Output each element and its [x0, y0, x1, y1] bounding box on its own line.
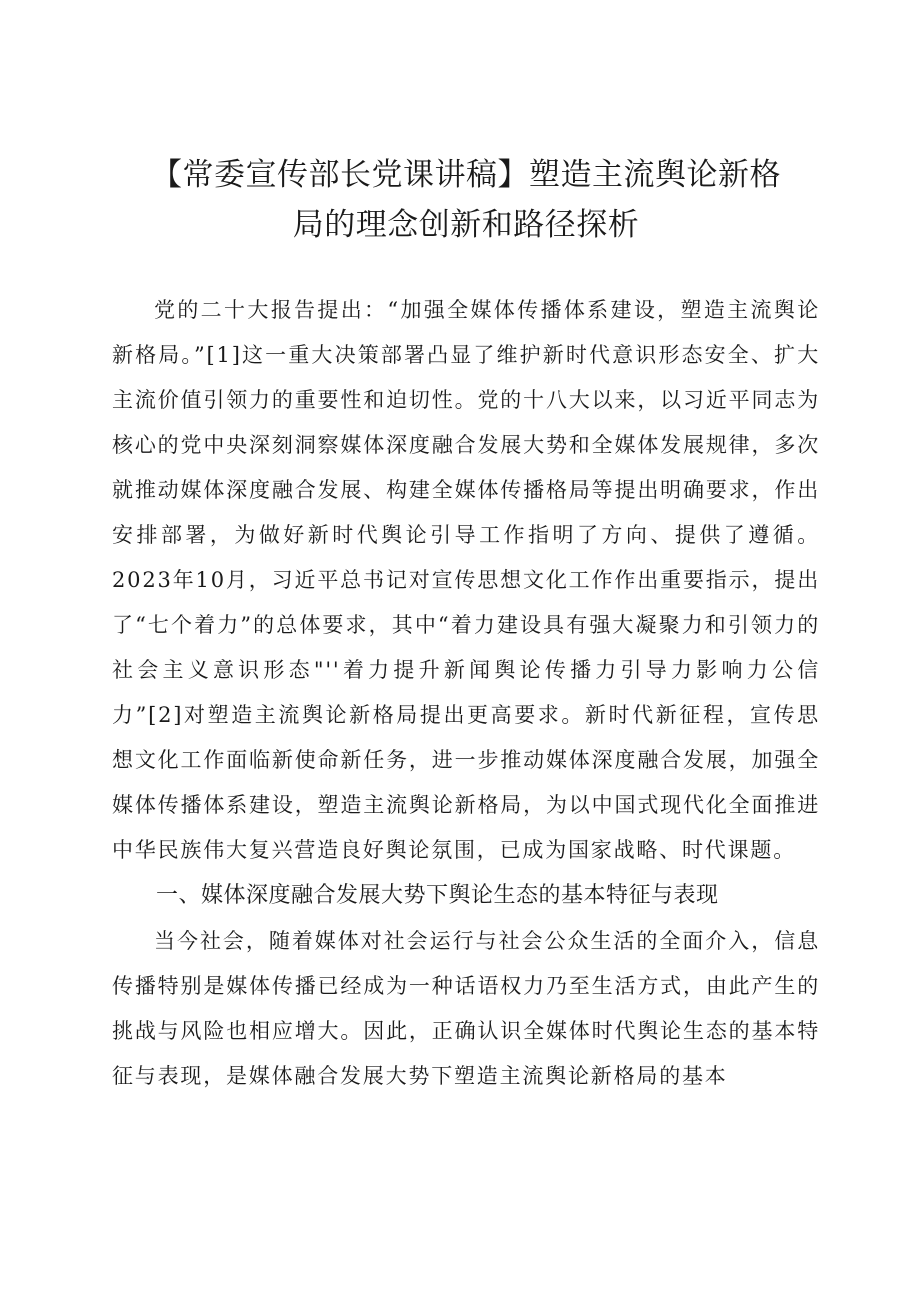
intro-paragraph: 党的二十大报告提出：“加强全媒体传播体系建设，塑造主流舆论新格局。”[1]这一重大决策部署凸显了维护新时代意识形态安全、扩大主流价值引领力的重要性和迫切性。党的十八大以来，以习近平同志为核心的党中央深刻洞察媒体深度融合发展大势和全媒体发展规律，多次就推动媒体深度融合发展、构建全媒体传播格局等提出明确要求，作出安排部署，为做好新时代舆论引导工作指明了方向、提供了遵循。2023年10月，习近平总书记对宣传思想文化工作作出重要指示，提出了“七个着力”的总体要求，其中“着力建设具有强大凝聚力和引领力的社会主义意识形态"''着力提升新闻舆论传播力引导力影响力公信力”[2]对塑造主流舆论新格局提出更高要求。新时代新征程，宣传思想文化工作面临新使命新任务，进一步推动媒体深度融合发展，加强全媒体传播体系建设，塑造主流舆论新格局，为以中国式现代化全面推进中华民族伟大复兴营造良好舆论氛围，已成为国家战略、时代课题。: [112, 298, 820, 862]
title-line-1: 【常委宣传部长党课讲稿】塑造主流舆论新格: [151, 157, 781, 193]
section-1-heading: 一、媒体深度融合发展大势下舆论生态的基本特征与表现: [156, 883, 719, 908]
section-1-paragraph: 当今社会，随着媒体对社会运行与社会公众生活的全面介入，信息传播特别是媒体传播已经成为一种话语权力乃至生活方式，由此产生的挑战与风险也相应增大。因此，正确认识全媒体时代舆论生态的基本特征与表现，是媒体融合发展大势下塑造主流舆论新格局的基本: [112, 929, 820, 1088]
document-title: [112, 150, 820, 250]
title-line-2: 局的理念创新和路径探析: [292, 207, 640, 243]
